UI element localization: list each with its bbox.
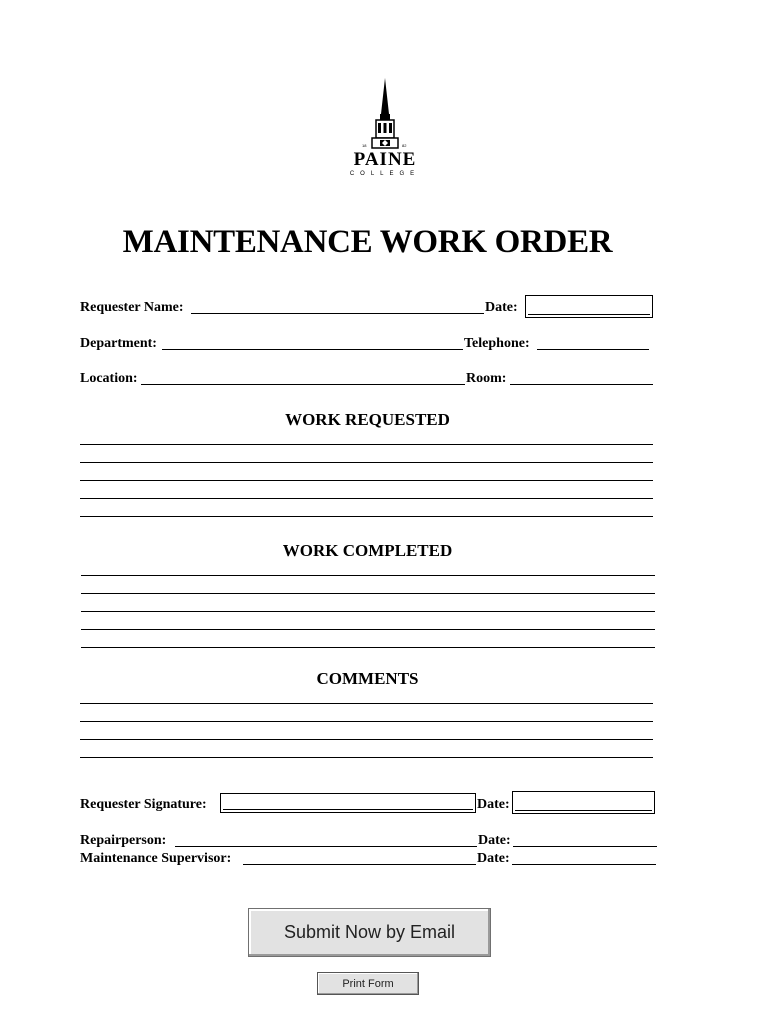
- repairperson-date-label: Date:: [478, 833, 511, 848]
- maintenance-supervisor-field[interactable]: [243, 864, 476, 865]
- room-label: Room:: [466, 371, 507, 386]
- room-field[interactable]: [510, 384, 653, 385]
- work-completed-line[interactable]: [81, 611, 655, 612]
- paine-college-logo: [340, 76, 430, 178]
- signature-date-label: Date:: [477, 797, 510, 812]
- logo-subtitle: COLLEGE: [349, 171, 421, 177]
- comments-line[interactable]: [80, 721, 653, 722]
- location-label: Location:: [80, 371, 138, 386]
- work-requested-heading: WORK REQUESTED: [285, 410, 450, 429]
- work-requested-line[interactable]: [80, 480, 653, 481]
- svg-text:18: 18: [362, 143, 367, 148]
- date-input[interactable]: [525, 295, 653, 318]
- print-form-button[interactable]: Print Form: [317, 972, 419, 995]
- chapel-steeple-icon: [340, 76, 430, 150]
- work-requested-line[interactable]: [80, 516, 653, 517]
- date-label: Date:: [485, 300, 518, 315]
- work-completed-heading: WORK COMPLETED: [282, 541, 453, 560]
- comments-line[interactable]: [80, 739, 653, 740]
- logo-wordmark: PAINE: [353, 149, 417, 170]
- maintenance-supervisor-label: Maintenance Supervisor:: [80, 851, 232, 866]
- location-field[interactable]: [141, 384, 465, 385]
- department-field[interactable]: [162, 349, 463, 350]
- requester-signature-input[interactable]: [220, 793, 476, 813]
- comments-line[interactable]: [80, 703, 653, 704]
- work-completed-line[interactable]: [81, 593, 655, 594]
- work-requested-line[interactable]: [80, 498, 653, 499]
- work-completed-line[interactable]: [81, 647, 655, 648]
- comments-line[interactable]: [80, 757, 653, 758]
- requester-name-field[interactable]: [191, 313, 484, 314]
- work-requested-line[interactable]: [80, 444, 653, 445]
- submit-by-email-button[interactable]: Submit Now by Email: [248, 908, 491, 957]
- repairperson-field[interactable]: [175, 846, 477, 847]
- repairperson-date-field[interactable]: [513, 846, 657, 847]
- work-completed-line[interactable]: [81, 575, 655, 576]
- page-title: MAINTENANCE WORK ORDER: [122, 224, 613, 260]
- signature-date-input[interactable]: [512, 791, 655, 814]
- requester-name-label: Requester Name:: [80, 300, 184, 315]
- requester-signature-label: Requester Signature:: [80, 797, 207, 812]
- repairperson-label: Repairperson:: [80, 833, 167, 848]
- telephone-label: Telephone:: [464, 336, 530, 351]
- telephone-field[interactable]: [537, 349, 649, 350]
- work-requested-line[interactable]: [80, 462, 653, 463]
- supervisor-date-field[interactable]: [512, 864, 656, 865]
- comments-heading: COMMENTS: [316, 669, 419, 688]
- department-label: Department:: [80, 336, 157, 351]
- work-completed-line[interactable]: [81, 629, 655, 630]
- svg-text:82: 82: [402, 143, 407, 148]
- supervisor-date-label: Date:: [477, 851, 510, 866]
